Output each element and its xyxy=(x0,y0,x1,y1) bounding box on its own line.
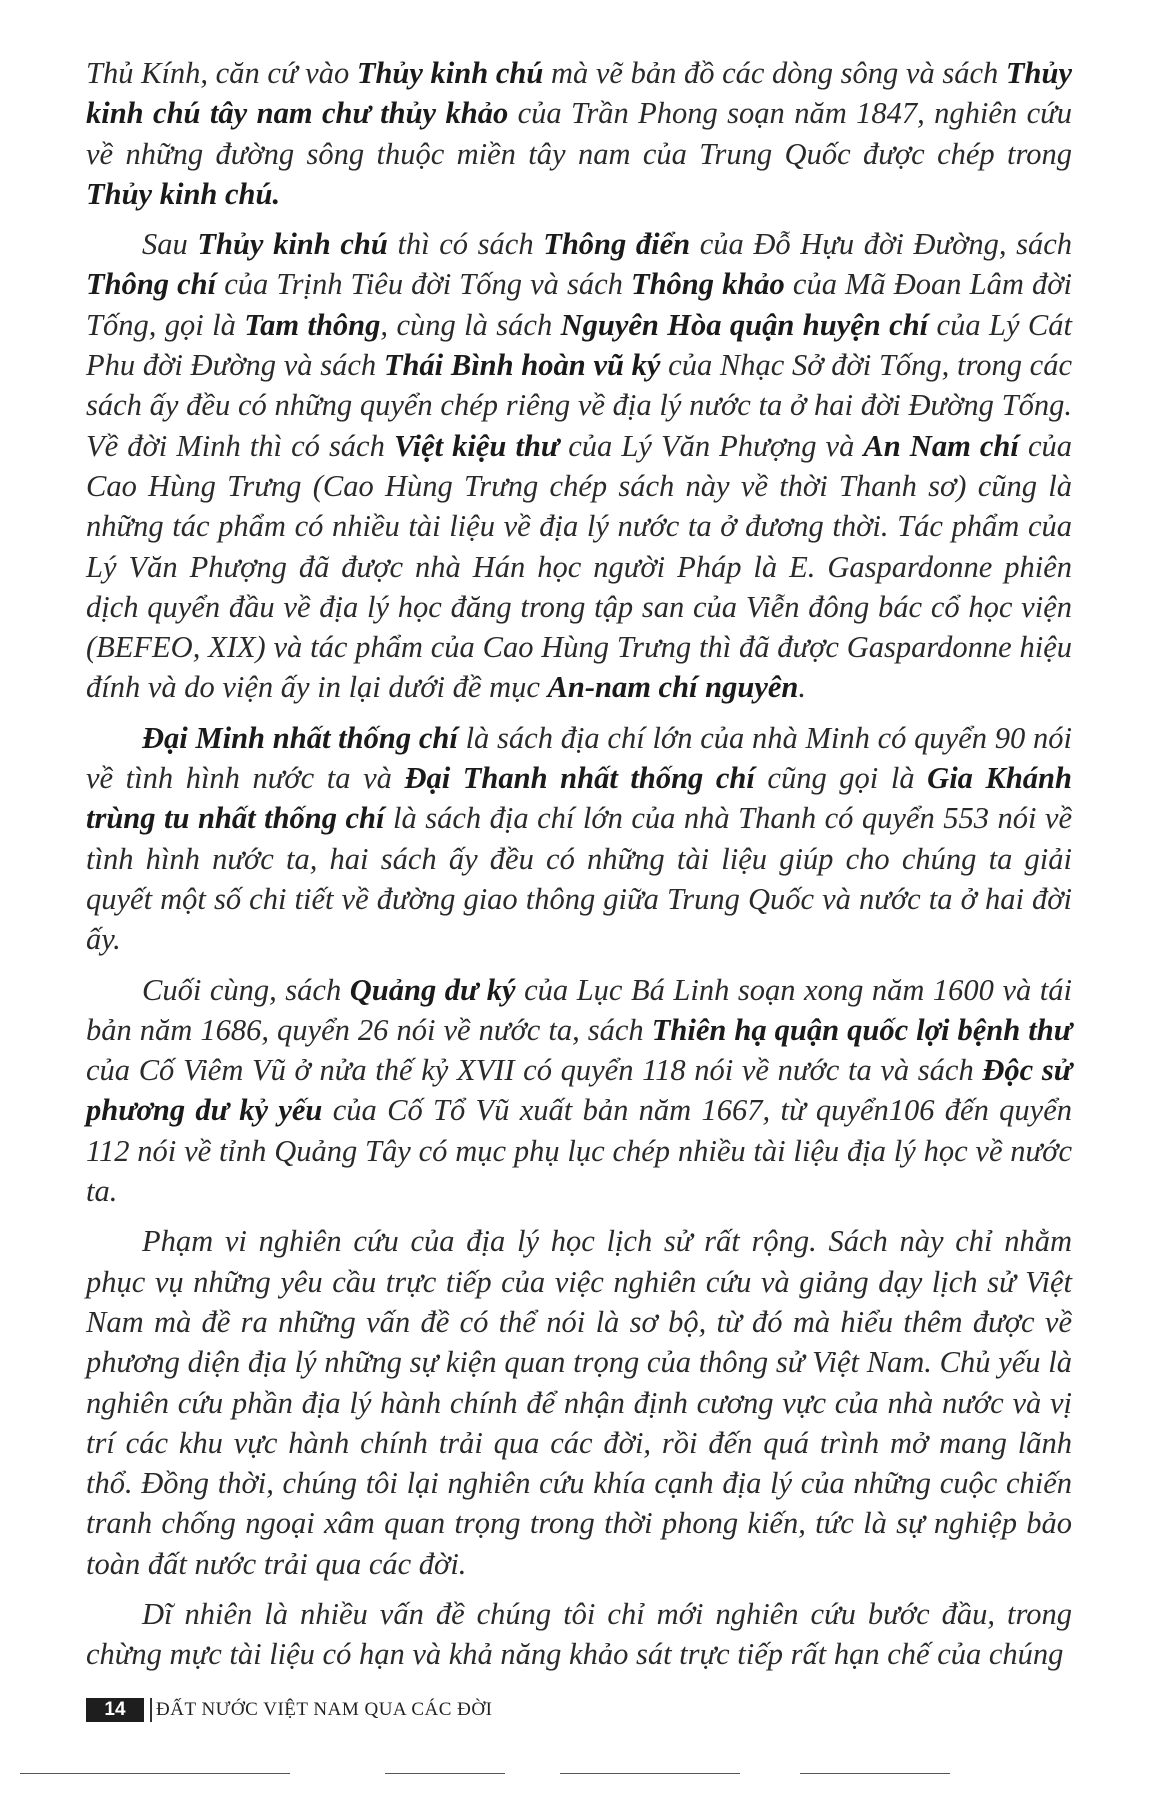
scan-artifact-line xyxy=(385,1773,505,1774)
body-text xyxy=(86,53,1072,1685)
running-title: ĐẤT NƯỚC VIỆT NAM QUA CÁC ĐỜI xyxy=(156,1699,493,1720)
book-title: Đại Minh nhất thống chí xyxy=(142,720,458,755)
text-run: của Lục Bá Linh soạn xong năm 1600 và tái bản năm 1686, quyển 26 nói về nước ta, sách xyxy=(86,972,1072,1047)
page-footer xyxy=(86,1697,492,1723)
text-run: Dĩ nhiên là nhiều vấn đề chúng tôi chỉ mới nghiên cứu bước đầu, trong chừng mực tài liệu có hạn và khả năng khảo sát trực tiếp rất hạn chế của chúng xyxy=(86,1596,1072,1672)
book-title: Quảng dư ký xyxy=(349,972,516,1007)
text-run: . xyxy=(798,670,806,705)
scan-artifact-line xyxy=(20,1773,290,1774)
text-run: thì có sách xyxy=(387,227,544,262)
text-run: của Cao Hùng Trưng (Cao Hùng Trưng chép sách này về thời Thanh sơ) cũng là những tác phẩm có nhiều tài liệu về địa lý nước ta ở đương thời. Tác phẩm của Lý Văn Phượng đã được nhà Hán học người Pháp là E. Gaspardonne phiên dịch quyển đầu về địa lý học đăng trong tập san của Viễn đông bác cổ học viện (BEFEO, XIX) và tác phẩm của Cao Hùng Trưng thì đã được Gaspardonne hiệu đính và do viện ấy in lại dưới đề mục xyxy=(86,428,1072,705)
text-run: là sách địa chí lớn của nhà Thanh có quyển 553 nói về tình hình nước ta, hai sách ấy đều có những tài liệu giúp cho chúng ta giải quyết một số chi tiết về đường giao thông giữa Trung Quốc và nước ta ở hai đời ấy. xyxy=(86,801,1073,957)
book-title: Tam thông xyxy=(244,307,381,342)
book-title: An Nam chí xyxy=(863,428,1019,463)
book-title: Gia Khánh trùng tu nhất thống chí xyxy=(86,761,1072,836)
book-title: Nguyên Hòa quận huyện chí xyxy=(560,307,929,342)
paragraph xyxy=(86,224,1072,708)
book-title: Độc sử phương dư kỷ yếu xyxy=(86,1053,1072,1128)
paragraph xyxy=(86,1221,1072,1584)
text-run: của Lý Cát Phu đời Đường và sách xyxy=(86,307,1072,383)
text-run: , cùng là sách xyxy=(380,307,561,342)
text-run: của Lý Văn Phượng và xyxy=(559,428,864,463)
book-title: Thủy kinh chú. xyxy=(86,176,281,211)
text-run: Phạm vi nghiên cứu của địa lý học lịch sử rất rộng. Sách này chỉ nhằm phục vụ những yêu cầu trực tiếp của việc nghiên cứu và giảng dạy lịch sử Việt Nam mà đề ra những vấn đề có thể nói là sơ bộ, từ đó mà hiểu thêm được về phương diện địa lý những sự kiện quan trọng của thông sử Việt Nam. Chủ yếu là nghiên cứu phần địa lý hành chính để nhận định cương vực của nhà nước và vị trí các khu vực hành chính trải qua các đời, rồi đến quá trình mở mang lãnh thổ. Đồng thời, chúng tôi lại nghiên cứu khía cạnh địa lý của những cuộc chiến tranh chống ngoại xâm quan trọng trong thời phong kiến, tức là sự nghiệp bảo toàn đất nước trải qua các đời. xyxy=(86,1224,1072,1581)
scan-artifact-line xyxy=(560,1773,740,1774)
text-run: của Cố Tổ Vũ xuất bản năm 1667, từ quyển106 đến quyển 112 nói về tỉnh Quảng Tây có mục phụ lục chép nhiều tài liệu địa lý học về nước ta. xyxy=(86,1093,1073,1209)
paragraph xyxy=(86,53,1072,214)
text-run: của Cố Viêm Vũ ở nửa thế kỷ XVII có quyển 118 nói về nước ta và sách xyxy=(86,1053,983,1088)
book-title: Thiên hạ quận quốc lợi bệnh thư xyxy=(651,1012,1072,1047)
book-title: Thông điển xyxy=(543,227,691,262)
paragraph xyxy=(86,718,1072,960)
scan-artifact-line xyxy=(800,1773,950,1774)
book-title: Đại Thanh nhất thống chí xyxy=(404,761,755,796)
text-run: mà vẽ bản đồ các dòng sông và sách xyxy=(543,56,1006,90)
text-run: Thủ Kính, căn cứ vào xyxy=(86,56,357,90)
text-run: của Trần Phong soạn năm 1847, nghiên cứu về những đường sông thuộc miền tây nam của Trung Quốc được chép trong xyxy=(86,96,1073,171)
book-title: Việt kiệu thư xyxy=(393,428,560,463)
text-run: là sách địa chí lớn của nhà Minh có quyển 90 nói về tình hình nước ta và xyxy=(86,720,1072,796)
page-number: 14 xyxy=(86,1698,144,1722)
book-title: Thái Bình hoàn vũ ký xyxy=(383,348,661,383)
text-run: Cuối cùng, sách xyxy=(142,972,350,1007)
text-run: cũng gọi là xyxy=(754,761,928,796)
paragraph xyxy=(86,1594,1072,1675)
book-title: Thông chí xyxy=(86,267,217,302)
book-title: Thủy kinh chú tây nam chư thủy khảo xyxy=(86,56,1072,131)
text-run: Sau xyxy=(142,227,198,262)
book-title: Thủy kinh chú xyxy=(197,227,388,262)
book-title: Thông khảo xyxy=(630,267,785,302)
text-run: của Đỗ Hựu đời Đường, sách xyxy=(690,227,1073,262)
book-title: Thủy kinh chú xyxy=(356,56,544,90)
paragraph xyxy=(86,970,1072,1212)
text-run: của Mã Đoan Lâm đời Tống, gọi là xyxy=(86,267,1072,342)
text-run: của Nhạc Sở đời Tống, trong các sách ấy đều có những quyển chép riêng về địa lý nước ta ở hai đời Đường Tống. Về đời Minh thì có sách xyxy=(86,348,1073,463)
footer-divider xyxy=(150,1698,152,1722)
book-title: An-nam chí nguyên xyxy=(547,670,799,705)
text-run: của Trịnh Tiêu đời Tống và sách xyxy=(216,267,631,302)
